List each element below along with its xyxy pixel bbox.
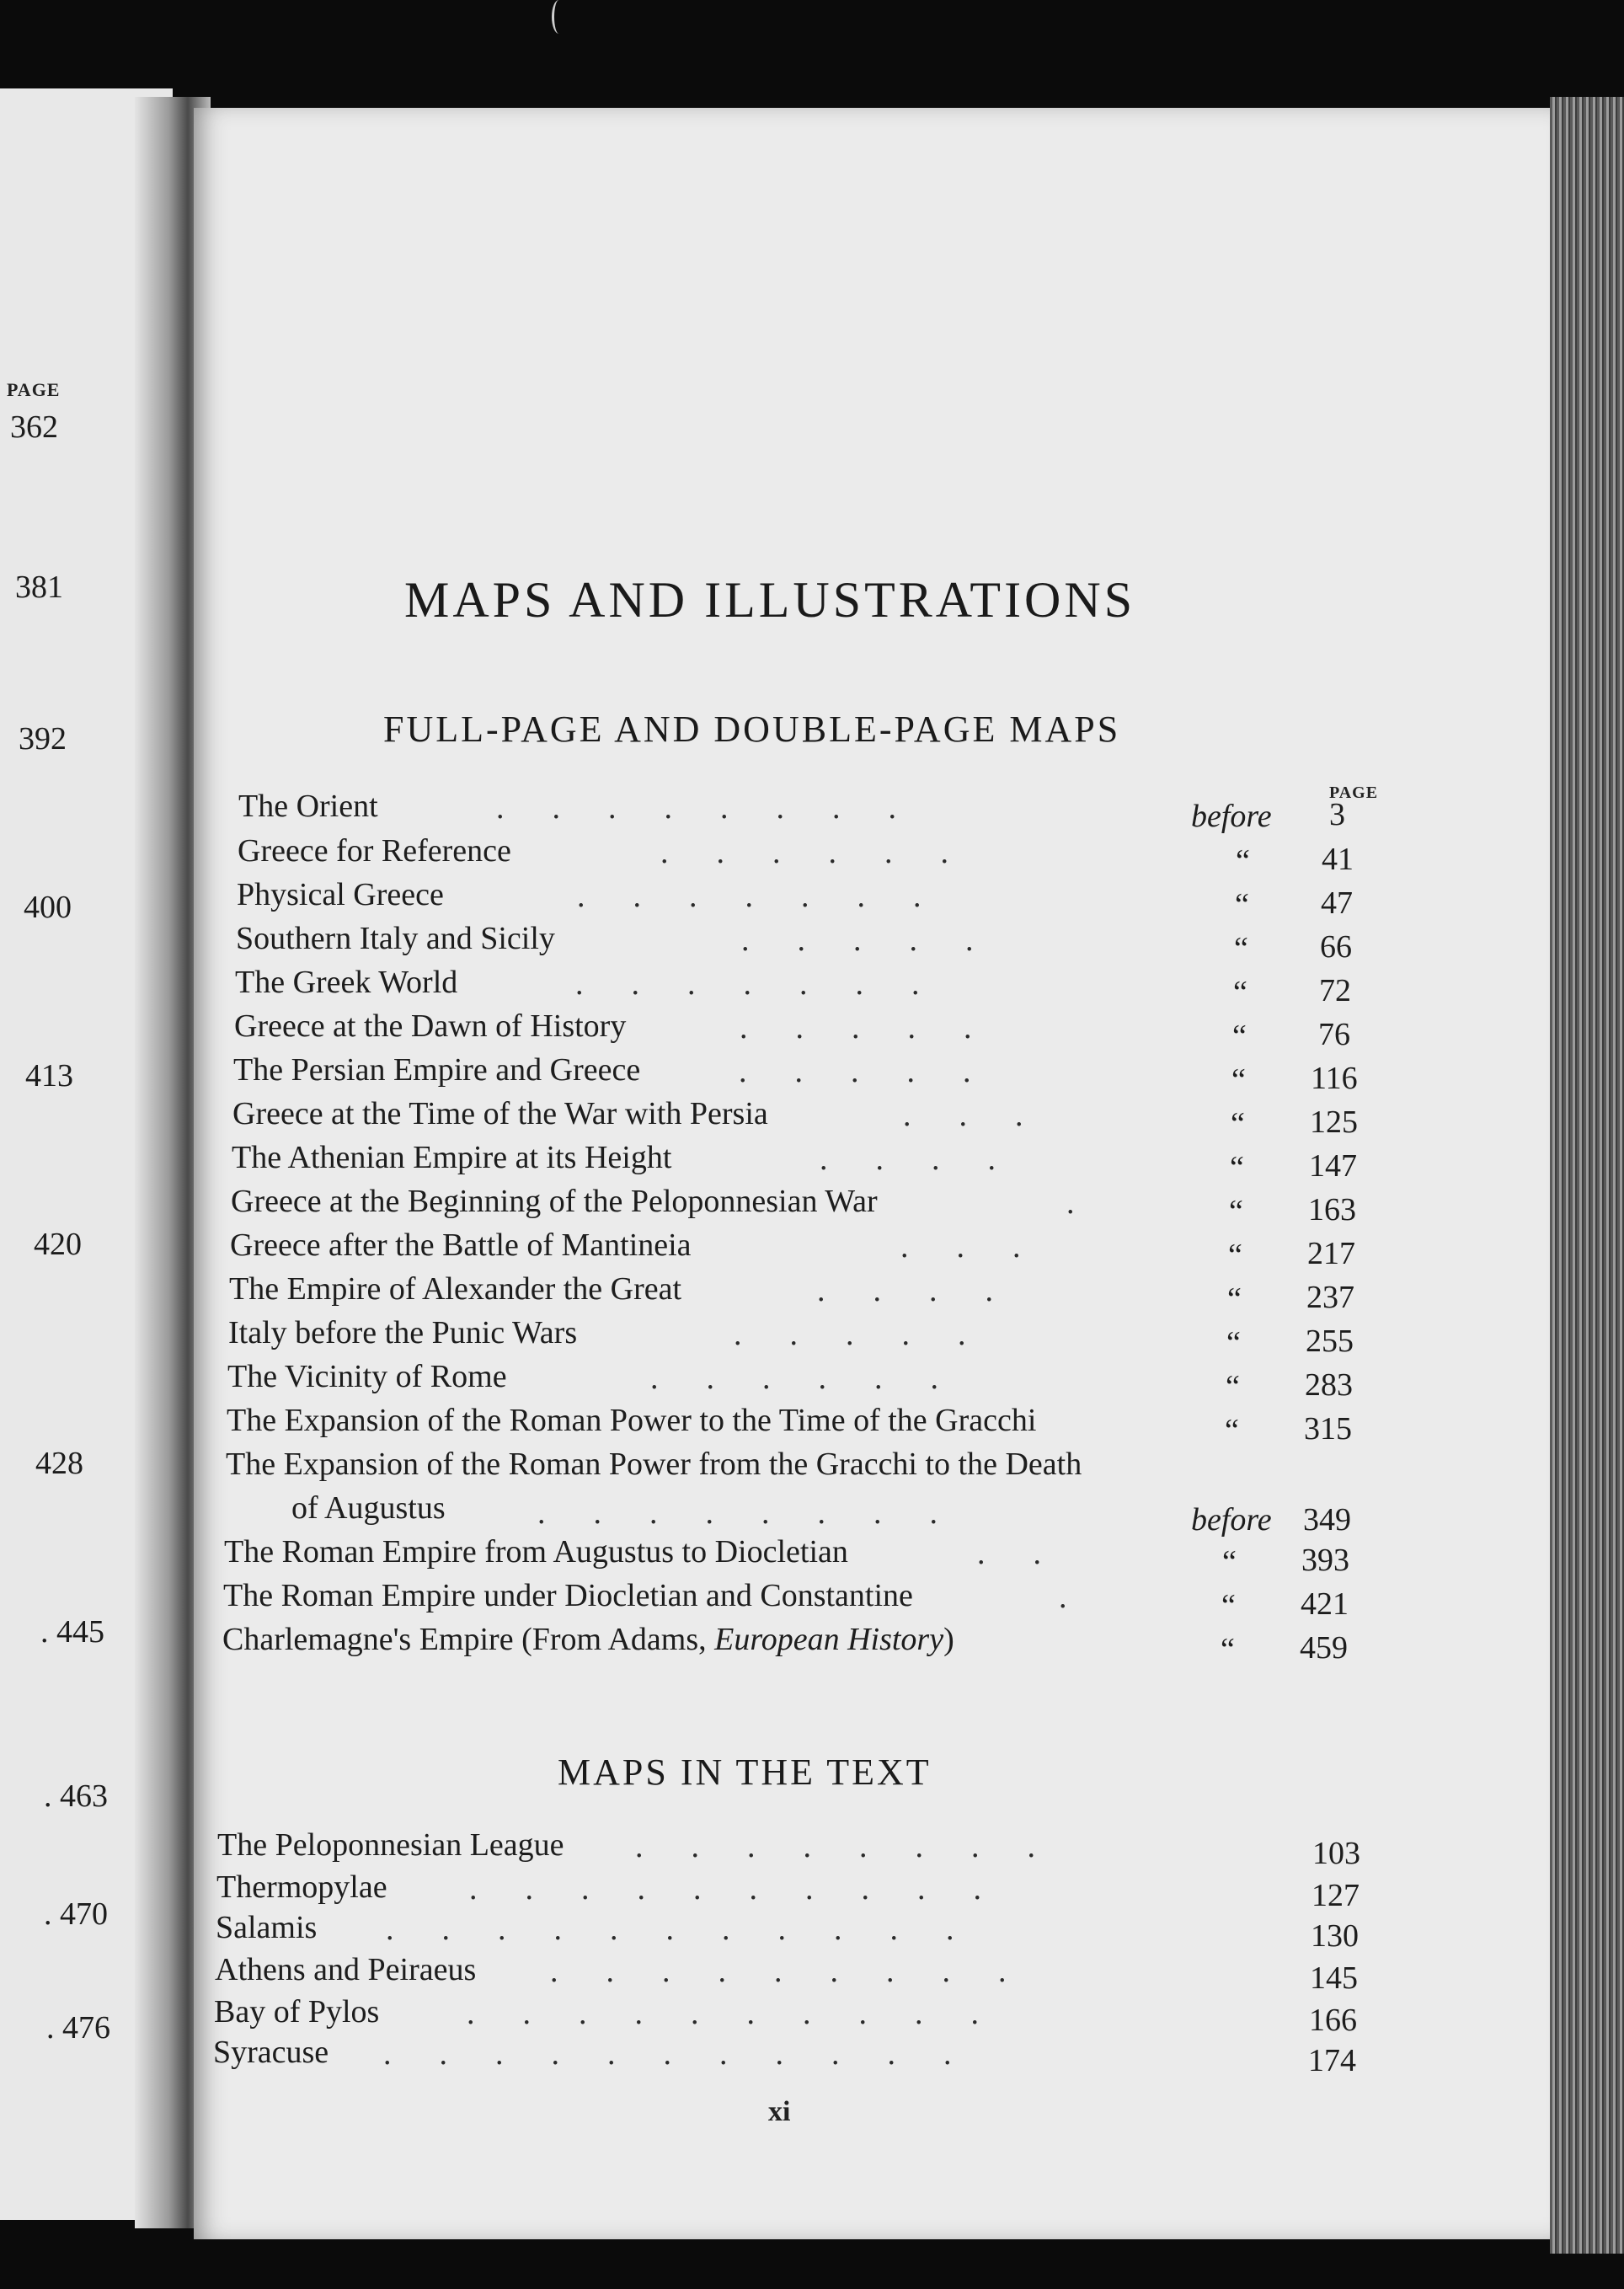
leader-dots: . . . . . . xyxy=(650,1361,938,1396)
entry-title: Italy before the Punic Wars xyxy=(228,1315,578,1350)
entry-page-number: 237 xyxy=(1306,1280,1354,1315)
entry-page-number: 66 xyxy=(1320,929,1352,965)
entry-prefix: “ xyxy=(1232,1019,1247,1054)
list-item xyxy=(224,1533,1381,1580)
entry-title: Greece for Reference xyxy=(238,833,511,869)
entry-prefix: “ xyxy=(1236,843,1250,879)
entry-title: The Athenian Empire at its Height xyxy=(232,1140,672,1175)
entry-prefix: before xyxy=(1191,799,1272,834)
entry-title-italic: European History xyxy=(714,1622,944,1657)
leader-dots: . . . . . . . . . . xyxy=(469,1871,981,1907)
leader-dots: . . . . . . . . . . . xyxy=(383,2036,952,2072)
leader-dots: . . . . . . . xyxy=(577,879,922,914)
entry-page-number: 459 xyxy=(1300,1630,1348,1666)
entry-prefix: “ xyxy=(1221,1588,1236,1623)
list-item xyxy=(227,1358,1381,1404)
left-page-number: . 476 xyxy=(46,2010,110,2046)
list-item xyxy=(216,1909,1395,1954)
entry-page-number: 125 xyxy=(1310,1104,1358,1140)
entry-title: Greece at the Dawn of History xyxy=(234,1008,627,1044)
list-item xyxy=(238,832,1381,879)
left-page-number: 400 xyxy=(24,890,72,925)
entry-page-number: 147 xyxy=(1309,1148,1357,1184)
entry-page-number: 47 xyxy=(1321,885,1353,921)
entry-page-number: 217 xyxy=(1307,1236,1355,1271)
leader-dots: . . . . . . . . xyxy=(496,790,896,826)
entry-page-number: 349 xyxy=(1303,1502,1351,1538)
entry-title: Salamis xyxy=(216,1910,318,1945)
leader-dots: . . . . . . . . . . xyxy=(467,1996,979,2031)
entry-prefix: “ xyxy=(1231,1062,1246,1098)
entry-title: Athens and Peiraeus xyxy=(215,1952,477,1987)
leader-dots: . . . . . . xyxy=(660,835,948,870)
entry-prefix: “ xyxy=(1225,1413,1239,1448)
leader-dots: . . . xyxy=(903,1098,1023,1133)
left-page-number: 420 xyxy=(34,1227,82,1262)
list-item xyxy=(231,1183,1381,1229)
entry-page-number: 72 xyxy=(1319,973,1351,1008)
list-item xyxy=(214,1993,1393,2038)
list-item xyxy=(235,964,1381,1010)
entry-title: Charlemagne's Empire (From Adams, European History) xyxy=(222,1622,954,1657)
entry-title: Syracuse xyxy=(213,2035,329,2070)
list-item xyxy=(232,1139,1381,1185)
section-heading-maps-in-text: MAPS IN THE TEXT xyxy=(558,1752,932,1793)
entry-page-number: 255 xyxy=(1306,1324,1354,1359)
leader-dots: . xyxy=(1059,1580,1067,1615)
list-item xyxy=(237,876,1381,923)
entry-page-number: 163 xyxy=(1308,1192,1356,1227)
list-item xyxy=(216,1869,1396,1911)
entry-title: Southern Italy and Sicily xyxy=(236,921,555,956)
list-item xyxy=(229,1270,1381,1317)
entry-title: The Empire of Alexander the Great xyxy=(229,1271,682,1307)
entry-page-number: 315 xyxy=(1304,1411,1352,1447)
entry-page-number: 3 xyxy=(1329,797,1345,832)
left-page-number: 392 xyxy=(19,721,67,757)
leader-dots: . . xyxy=(977,1536,1041,1571)
entry-page-number: 145 xyxy=(1310,1960,1358,1996)
entry-title: Greece at the Time of the War with Persia xyxy=(232,1096,768,1131)
list-item xyxy=(236,920,1381,966)
entry-prefix: “ xyxy=(1222,1544,1237,1580)
left-page-label: PAGE xyxy=(7,379,61,400)
leader-dots: . . . . . . . . . . . xyxy=(386,1912,954,1947)
list-item xyxy=(213,2034,1392,2076)
entry-prefix: before xyxy=(1191,1502,1272,1538)
section-heading-full-page-maps: FULL-PAGE AND DOUBLE-PAGE MAPS xyxy=(383,709,1121,750)
leader-dots: . . . . . xyxy=(740,1010,972,1046)
entry-title: The Greek World xyxy=(235,965,458,1000)
entry-title: Thermopylae xyxy=(216,1869,387,1905)
scan-mark xyxy=(552,0,566,34)
entry-prefix: “ xyxy=(1228,1238,1242,1273)
list-item xyxy=(228,1314,1381,1361)
list-item xyxy=(226,1446,1381,1538)
entry-title: The Roman Empire under Diocletian and Constantine xyxy=(223,1578,913,1613)
entry-page-number: 166 xyxy=(1309,2003,1357,2038)
list-item xyxy=(215,1951,1394,1996)
entry-page-number: 421 xyxy=(1301,1586,1349,1622)
left-page-number: 362 xyxy=(10,409,58,445)
leader-dots: . xyxy=(1066,1185,1075,1221)
entry-title: The Persian Empire and Greece xyxy=(233,1052,641,1088)
entry-prefix: “ xyxy=(1226,1369,1240,1404)
left-page-number: . 445 xyxy=(40,1614,104,1650)
leader-dots: . . . . . . . xyxy=(575,966,920,1002)
entry-page-number: 130 xyxy=(1311,1918,1359,1954)
entry-prefix: “ xyxy=(1234,931,1248,966)
entry-page-number: 41 xyxy=(1322,842,1354,877)
list-item xyxy=(223,1577,1381,1623)
entry-title: Greece at the Beginning of the Peloponnesian War xyxy=(231,1184,878,1219)
leader-dots: . . . . . xyxy=(741,923,974,958)
entry-prefix: “ xyxy=(1226,1325,1241,1361)
left-page-numbers xyxy=(0,0,168,2289)
leader-dots: . . . . . . . . xyxy=(635,1829,1035,1864)
entry-title: The Orient xyxy=(238,789,378,824)
page-folio: xi xyxy=(768,2096,791,2127)
leader-dots: . . . xyxy=(900,1229,1021,1265)
entry-prefix: “ xyxy=(1221,1632,1235,1667)
list-item xyxy=(222,1621,1381,1667)
left-page-number: 381 xyxy=(15,570,63,605)
leader-dots: . . . . . . . . xyxy=(537,1495,938,1531)
leader-dots: . . . . xyxy=(820,1142,996,1177)
leader-dots: . . . . xyxy=(817,1273,993,1308)
list-item xyxy=(217,1826,1397,1869)
leader-dots: . . . . . xyxy=(739,1054,971,1089)
list-item xyxy=(233,1051,1381,1098)
entry-page-number: 116 xyxy=(1311,1061,1358,1096)
page-title: MAPS AND ILLUSTRATIONS xyxy=(404,572,1136,628)
list-item xyxy=(234,1008,1381,1054)
leader-dots: . . . . . xyxy=(734,1317,966,1352)
leader-dots: . . . . . . . . . xyxy=(550,1954,1007,1989)
list-item xyxy=(238,788,1381,834)
list-item xyxy=(227,1402,1381,1448)
entry-page-number: 127 xyxy=(1311,1878,1360,1913)
entry-title: The Vicinity of Rome xyxy=(227,1359,507,1394)
entry-prefix: “ xyxy=(1231,1106,1245,1142)
page-edges xyxy=(1550,97,1624,2254)
entry-prefix: “ xyxy=(1227,1281,1242,1317)
entry-prefix: “ xyxy=(1229,1194,1243,1229)
entry-title: The Expansion of the Roman Power from the Gracchi to the Death xyxy=(226,1447,1082,1482)
entry-prefix: “ xyxy=(1233,975,1247,1010)
entry-page-number: 283 xyxy=(1305,1367,1353,1403)
entry-title: Bay of Pylos xyxy=(214,1994,380,2030)
left-page-number: 428 xyxy=(35,1446,83,1481)
page-column-label: PAGE xyxy=(1329,784,1379,802)
list-item xyxy=(230,1227,1381,1273)
entry-title-continued: of Augustus xyxy=(291,1490,446,1526)
left-page-number: . 463 xyxy=(44,1778,108,1814)
entry-page-number: 103 xyxy=(1312,1836,1360,1871)
entry-prefix: “ xyxy=(1235,887,1249,923)
left-page-number: . 470 xyxy=(44,1896,108,1932)
entry-title: The Roman Empire from Augustus to Diocletian xyxy=(224,1534,848,1570)
entry-page-number: 174 xyxy=(1308,2043,1356,2078)
entry-prefix: “ xyxy=(1230,1150,1244,1185)
entry-title: The Expansion of the Roman Power to the Time of the Gracchi xyxy=(227,1403,1037,1438)
entry-page-number: 76 xyxy=(1318,1017,1350,1052)
entry-title: The Peloponnesian League xyxy=(217,1827,564,1863)
entry-title: Physical Greece xyxy=(237,877,444,912)
entry-title: Greece after the Battle of Mantineia xyxy=(230,1227,692,1263)
list-item xyxy=(232,1095,1381,1142)
left-page-number: 413 xyxy=(25,1058,73,1094)
entry-page-number: 393 xyxy=(1301,1543,1349,1578)
